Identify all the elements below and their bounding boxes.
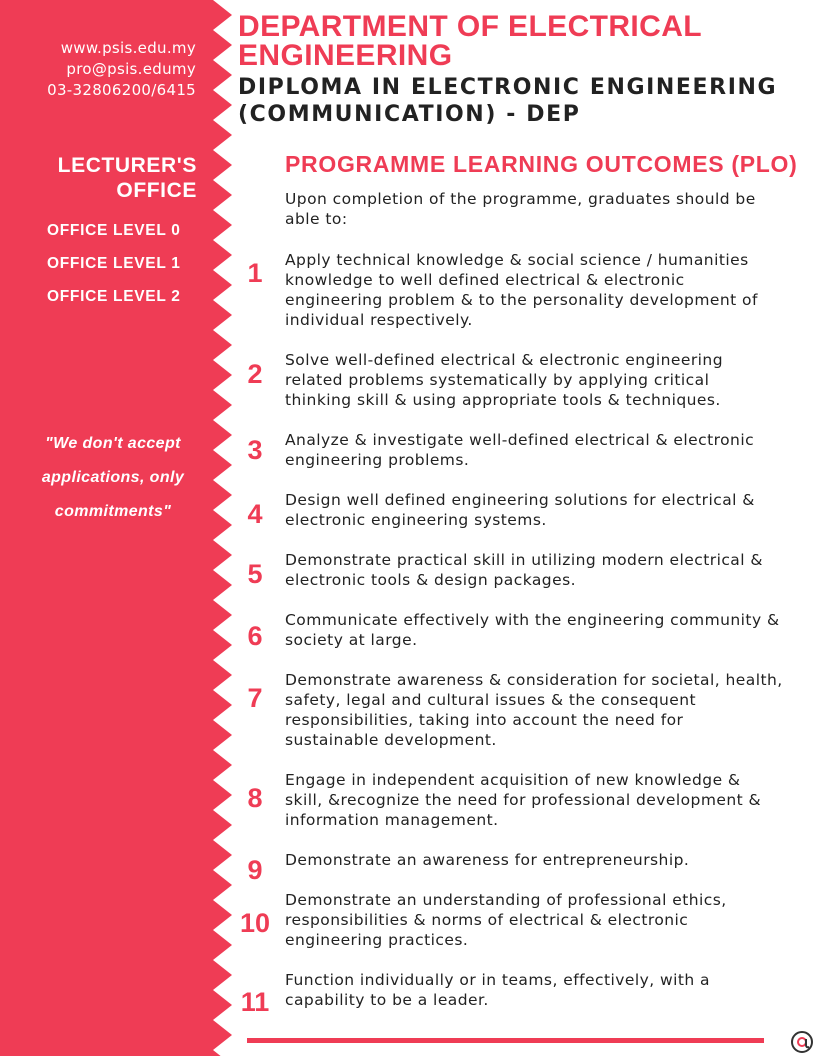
subtitle-line: DIPLOMA IN ELECTRONIC ENGINEERING [238,75,778,100]
plo-text-line: sustainable development. [285,731,497,749]
plo-text-line: individual respectively. [285,311,473,329]
plo-number: 7 [247,683,263,713]
plo-text-line: thinking skill & using appropriate tools & techniques. [285,391,721,409]
plo-text [285,770,807,830]
website-link[interactable]: www.psis.edu.my [60,39,196,57]
plo-intro [285,189,805,229]
motto-quote [16,427,210,529]
plo-text-line: engineering problem & to the personality development of [285,291,758,309]
email-link[interactable]: pro@psis.edumy [66,60,196,78]
plo-number: 10 [239,908,271,938]
quote-line: commitments" [54,503,172,520]
plo-text-line: Engage in independent acquisition of new knowledge & [285,771,741,789]
plo-number: 5 [247,559,263,589]
plo-text-line: Demonstrate awareness & consideration for societal, health, [285,671,783,689]
office-level-1: OFFICE LEVEL 1 [47,255,181,272]
quote-line: "We don't accept [45,435,181,452]
quote-line: applications, only [41,469,185,486]
plo-text-line: related problems systematically by applying critical [285,371,710,389]
phone-number: 03-32806200/6415 [47,81,196,99]
title-line: ENGINEERING [238,39,453,72]
plo-text-line: responsibilities, taking into account the need for [285,711,684,729]
plo-number: 3 [247,435,263,465]
plo-number: 6 [247,621,263,651]
plo-text-line: Analyze & investigate well-defined electrical & electronic [285,431,755,449]
department-title [238,12,808,70]
plo-text [285,610,807,650]
diploma-subtitle [238,74,808,128]
plo-text-line: knowledge to well defined electrical & electronic [285,271,685,289]
plo-text [285,350,807,410]
plo-number: 1 [247,258,263,288]
contact-info [47,38,196,101]
plo-number: 2 [247,359,263,389]
plo-number: 4 [247,499,263,529]
at-sign-icon [790,1028,814,1056]
plo-text-line: Design well defined engineering solutions for electrical & [285,491,755,509]
lecturers-office-heading [58,153,197,203]
plo-text [285,890,807,950]
plo-text [285,250,807,330]
plo-text-line: electronic tools & design packages. [285,571,576,589]
plo-text-line: engineering practices. [285,931,469,949]
plo-text-line: Demonstrate an understanding of professional ethics, [285,891,727,909]
plo-number: 8 [247,783,263,813]
plo-text-line: Function individually or in teams, effectively, with a [285,971,711,989]
plo-text-line: safety, legal and cultural issues & the consequent [285,691,697,709]
plo-text [285,670,807,750]
plo-title: PROGRAMME LEARNING OUTCOMES (PLO) [285,151,798,177]
plo-text-line: information management. [285,811,499,829]
plo-text-line: capability to be a leader. [285,991,489,1009]
office-list [47,221,181,320]
plo-text-line: electronic engineering systems. [285,511,547,529]
plo-number: 9 [247,855,263,885]
plo-text-line: society at large. [285,631,418,649]
office-level-2: OFFICE LEVEL 2 [47,288,181,305]
plo-text-line: responsibilities & norms of electrical & electronic [285,911,689,929]
plo-text-line: Demonstrate an awareness for entrepreneurship. [285,851,690,869]
intro-line: able to: [285,210,348,228]
plo-text-line: Demonstrate practical skill in utilizing modern electrical & [285,551,763,569]
office-level-0: OFFICE LEVEL 0 [47,222,181,239]
heading-line: LECTURER'S [57,154,197,177]
plo-text-line: Solve well-defined electrical & electronic engineering [285,351,723,369]
plo-number: 11 [240,987,270,1017]
subtitle-line: (COMMUNICATION) - DEP [238,102,581,127]
plo-text [285,970,807,1010]
bottom-divider [247,1038,764,1043]
plo-text-line: skill, &recognize the need for professional development & [285,791,762,809]
plo-text-line: engineering problems. [285,451,470,469]
plo-text-line: Communicate effectively with the engineering community & [285,611,780,629]
plo-text [285,430,807,470]
plo-text [285,850,807,870]
title-line: DEPARTMENT OF ELECTRICAL [238,10,703,43]
heading-line: OFFICE [116,179,197,202]
plo-text [285,550,807,590]
plo-text [285,490,807,530]
intro-line: Upon completion of the programme, graduates should be [285,190,756,208]
plo-text-line: Apply technical knowledge & social science / humanities [285,251,749,269]
